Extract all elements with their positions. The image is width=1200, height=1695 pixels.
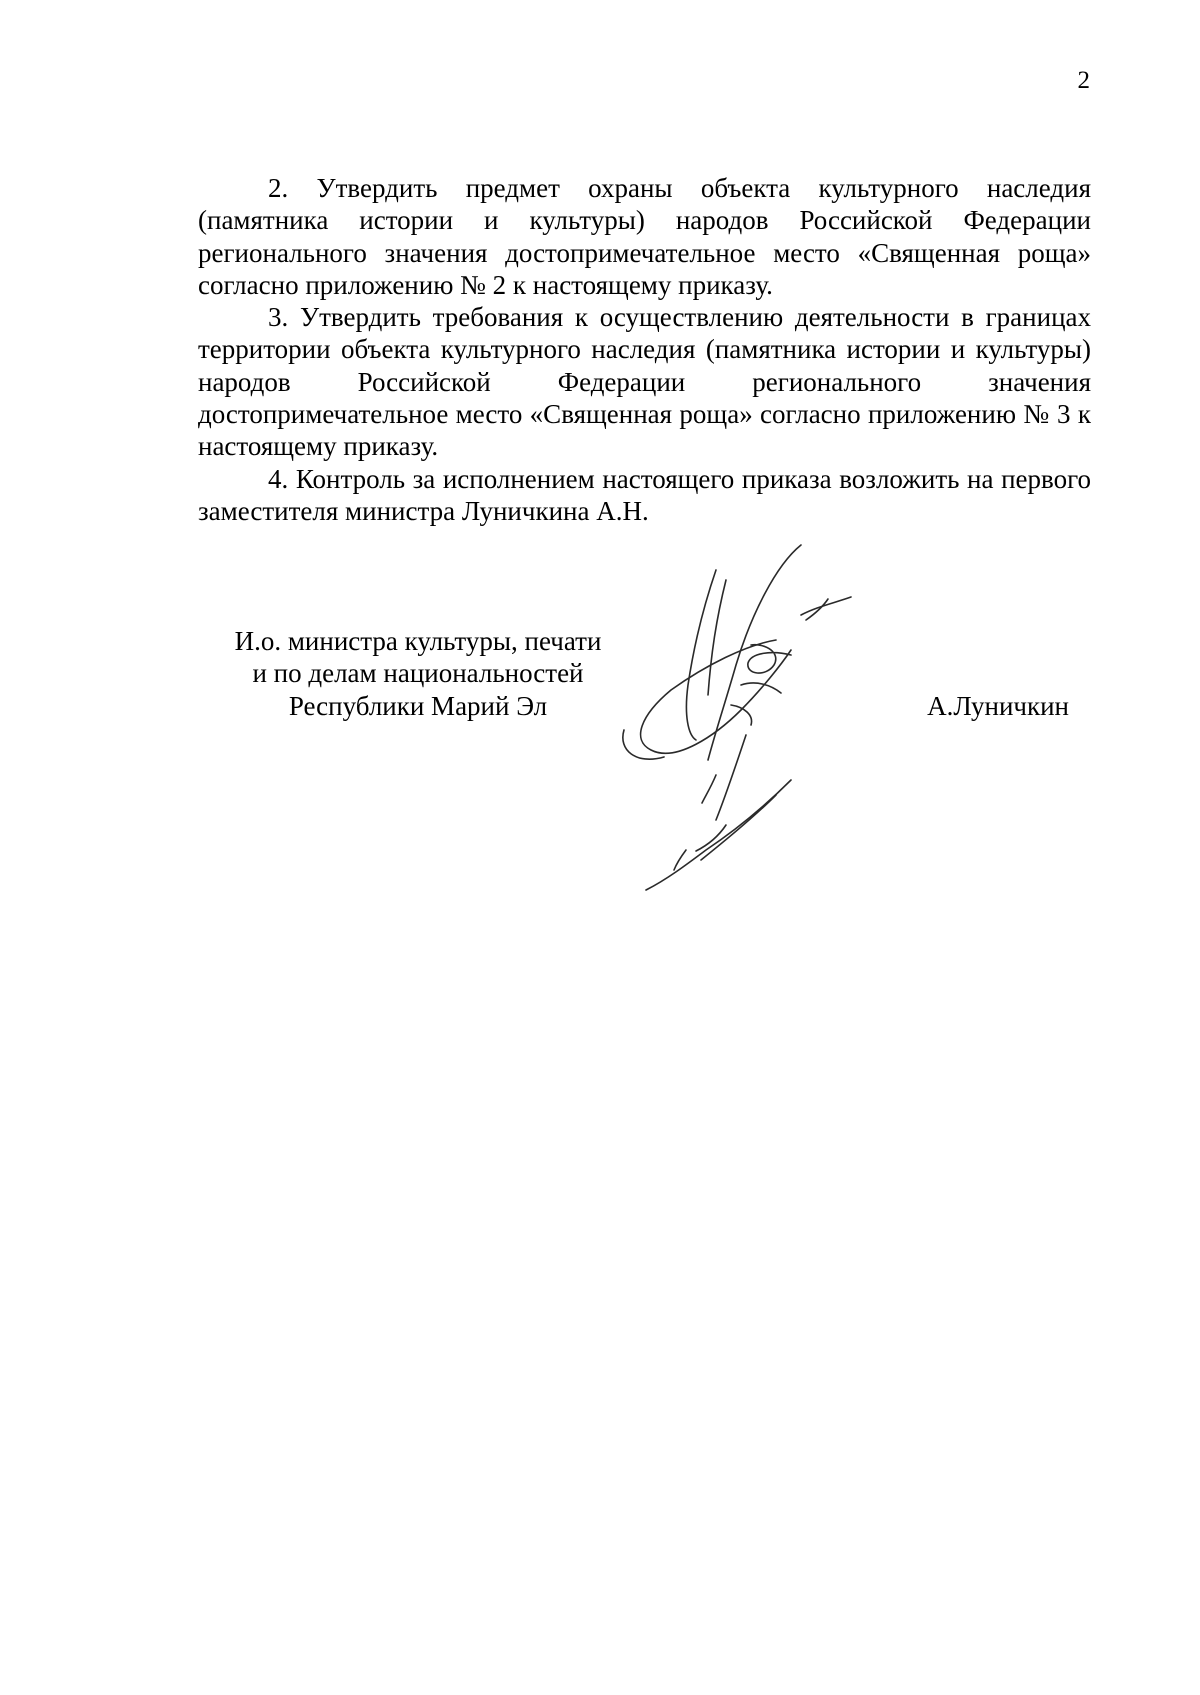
paragraph-item-3: 3. Утвердить требования к осуществлению деятельности в границах территории объекта культурного наследия (памятника истории и культуры) народов Российской Федерации регионального значения достопримечательное место «Священная роща» согласно приложению № 3 к настоящему приказу.: [198, 302, 1091, 462]
signature-block: [198, 625, 1091, 945]
paragraph-item-2: 2. Утвердить предмет охраны объекта культурного наследия (памятника истории и культуры) народов Российской Федерации регионального значения достопримечательное место «Священная роща» согласно приложению № 2 к настоящему приказу.: [198, 173, 1091, 300]
document-body: [198, 172, 1091, 527]
handwritten-signature: [576, 525, 886, 925]
signatory-title-line: И.о. министра культуры, печати: [234, 626, 602, 656]
page-number: 2: [1077, 67, 1090, 94]
paragraph-item-4: 4. Контроль за исполнением настоящего приказа возложить на первого заместителя министра Луничкина А.Н.: [198, 463, 1091, 526]
signatory-title-line: Республики Марий Эл: [288, 690, 548, 721]
signatory-title-line: и по делам национальностей: [252, 658, 584, 689]
signatory-title: [198, 625, 638, 722]
signatory-name: А.Луничкин: [927, 690, 1069, 721]
